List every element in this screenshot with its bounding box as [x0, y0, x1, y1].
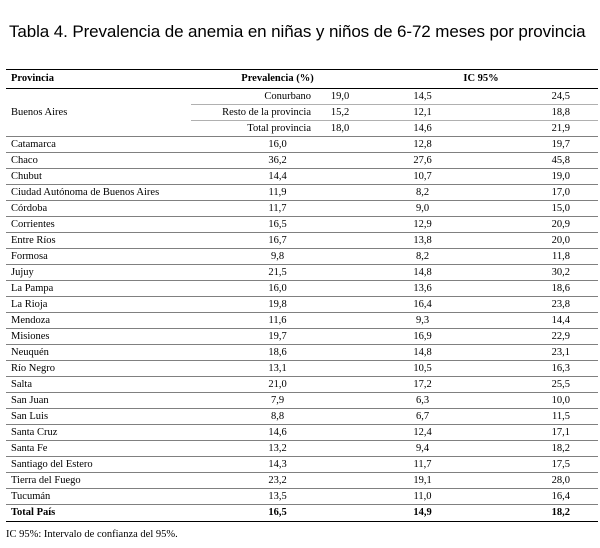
table-row	[6, 377, 598, 393]
prev-value: 11,6	[268, 315, 287, 326]
table-row	[6, 441, 598, 457]
province-name: Chubut	[11, 171, 42, 182]
ic-low-value: 12,4	[413, 427, 432, 438]
ic-low-value: 14,5	[413, 91, 432, 102]
ic-low-value: 16,9	[413, 331, 432, 342]
table-row	[6, 457, 598, 473]
prev-value: 16,0	[268, 283, 287, 294]
table-row	[6, 153, 598, 169]
prev-value: 18,6	[268, 347, 287, 358]
table-row	[6, 393, 598, 409]
table-row	[6, 201, 598, 217]
ic-low-value: 12,1	[413, 107, 432, 118]
ic-high-value: 18,2	[551, 443, 571, 454]
province-name: Córdoba	[11, 203, 48, 214]
prev-value: 21,0	[268, 379, 287, 390]
province-name: Santiago del Estero	[11, 459, 93, 470]
prev-value: 11,7	[268, 203, 287, 214]
ic-low-value: 14,9	[413, 507, 432, 518]
province-name: Tierra del Fuego	[11, 475, 81, 486]
province-name: La Pampa	[11, 283, 54, 294]
ic-high-value: 25,5	[551, 379, 571, 390]
ic-high-value: 20,9	[551, 219, 571, 230]
prev-value: 13,5	[268, 491, 287, 502]
province-name: Ciudad Autónoma de Buenos Aires	[11, 187, 160, 198]
ic-low-value: 10,5	[413, 363, 432, 374]
prev-value: 19,8	[268, 299, 287, 310]
ic-high-value: 18,8	[551, 107, 571, 118]
prev-value: 7,9	[270, 395, 285, 406]
table-row	[6, 169, 598, 185]
province-name: Corrientes	[11, 219, 55, 230]
ic-low-value: 12,9	[413, 219, 432, 230]
buenos-aires-name: Buenos Aires	[11, 107, 68, 118]
province-name: Catamarca	[11, 139, 56, 150]
ic-low-value: 14,6	[413, 123, 432, 134]
header-ic: IC 95%	[463, 73, 499, 84]
ic-low-value: 6,3	[415, 395, 430, 406]
ic-low-value: 11,0	[413, 491, 432, 502]
province-name: Misiones	[11, 331, 50, 342]
ic-high-value: 21,9	[551, 123, 571, 134]
table-row	[6, 281, 598, 297]
province-name: Santa Cruz	[11, 427, 58, 438]
prev-value: 36,2	[268, 155, 287, 166]
ic-high-value: 22,9	[551, 331, 571, 342]
ic-high-value: 23,1	[551, 347, 571, 358]
sub-label: Total provincia	[247, 123, 311, 134]
province-name: Formosa	[11, 251, 48, 262]
prev-value: 8,8	[270, 411, 285, 422]
ic-high-value: 16,3	[551, 363, 571, 374]
prev-value: 14,3	[268, 459, 287, 470]
ic-high-value: 11,8	[552, 251, 571, 262]
prev-value: 9,8	[270, 251, 285, 262]
table-row	[6, 473, 598, 489]
ic-low-value: 11,7	[413, 459, 432, 470]
prev-value: 19,0	[330, 91, 350, 102]
province-name: Entre Ríos	[11, 235, 56, 246]
table-row	[6, 361, 598, 377]
table-row-buenos-aires-conurbano	[6, 89, 598, 105]
ic-high-value: 20,0	[551, 235, 571, 246]
ic-low-value: 8,2	[415, 187, 430, 198]
table-row	[6, 137, 598, 153]
table-row	[6, 329, 598, 345]
ic-low-value: 9,0	[415, 203, 430, 214]
table-header-row	[6, 70, 598, 89]
ic-high-value: 19,7	[551, 139, 571, 150]
prev-value: 16,5	[268, 219, 287, 230]
ic-high-value: 10,0	[551, 395, 571, 406]
province-name: La Rioja	[11, 299, 48, 310]
sub-label: Conurbano	[264, 91, 311, 102]
table-row	[6, 265, 598, 281]
ic-high-value: 28,0	[551, 475, 571, 486]
prev-value: 16,7	[268, 235, 287, 246]
province-name: Jujuy	[11, 267, 34, 278]
ic-high-value: 16,4	[551, 491, 571, 502]
province-name: Tucumán	[11, 491, 51, 502]
ic-low-value: 14,8	[413, 267, 432, 278]
ic-low-value: 27,6	[413, 155, 432, 166]
ic-high-value: 45,8	[551, 155, 571, 166]
table-row	[6, 345, 598, 361]
sub-label: Resto de la provincia	[222, 107, 311, 118]
province-name: San Juan	[11, 395, 49, 406]
prev-value: 16,5	[268, 507, 287, 518]
ic-low-value: 13,6	[413, 283, 432, 294]
province-name: San Luis	[11, 411, 49, 422]
ic-high-value: 19,0	[551, 171, 571, 182]
ic-low-value: 10,7	[413, 171, 432, 182]
ic-high-value: 24,5	[551, 91, 571, 102]
table-row	[6, 217, 598, 233]
ic-high-value: 17,1	[551, 427, 571, 438]
ic-high-value: 14,4	[551, 315, 571, 326]
prev-value: 19,7	[268, 331, 287, 342]
ic-low-value: 13,8	[413, 235, 432, 246]
prev-value: 14,4	[268, 171, 287, 182]
table-body	[6, 89, 598, 522]
province-name: Salta	[11, 379, 32, 390]
prev-value: 13,2	[268, 443, 287, 454]
ic-high-value: 17,5	[551, 459, 571, 470]
header-provincia: Provincia	[11, 73, 54, 84]
ic-low-value: 17,2	[413, 379, 432, 390]
total-name: Total País	[11, 507, 56, 518]
ic-low-value: 12,8	[413, 139, 432, 150]
ic-low-value: 9,3	[415, 315, 430, 326]
table-row-total	[6, 505, 598, 522]
ic-high-value: 23,8	[551, 299, 571, 310]
footnote: IC 95%: Intervalo de confianza del 95%.	[6, 529, 178, 540]
ic-high-value: 17,0	[551, 187, 571, 198]
ic-low-value: 16,4	[413, 299, 432, 310]
province-name: Neuquén	[11, 347, 49, 358]
prev-value: 13,1	[268, 363, 287, 374]
prev-value: 18,0	[330, 123, 350, 134]
ic-low-value: 8,2	[415, 251, 430, 262]
ic-low-value: 9,4	[415, 443, 430, 454]
header-prevalencia: Prevalencia (%)	[241, 73, 314, 84]
prev-value: 11,9	[268, 187, 287, 198]
ic-high-value: 30,2	[551, 267, 571, 278]
prev-value: 23,2	[268, 475, 287, 486]
ic-low-value: 6,7	[415, 411, 430, 422]
ic-low-value: 19,1	[413, 475, 432, 486]
table-title: Tabla 4. Prevalencia de anemia en niñas y niños de 6-72 meses por provincia	[9, 22, 586, 41]
ic-high-value: 18,2	[551, 507, 571, 518]
table-row	[6, 249, 598, 265]
table-row	[6, 297, 598, 313]
ic-high-value: 11,5	[552, 411, 571, 422]
prev-value: 14,6	[268, 427, 287, 438]
prev-value: 21,5	[268, 267, 287, 278]
prevalence-table	[6, 69, 598, 522]
province-name: Mendoza	[11, 315, 51, 326]
ic-high-value: 15,0	[551, 203, 571, 214]
table-row	[6, 409, 598, 425]
table-row	[6, 233, 598, 249]
prev-value: 16,0	[268, 139, 287, 150]
table-row	[6, 489, 598, 505]
province-name: Chaco	[11, 155, 38, 166]
province-name: Río Negro	[11, 363, 56, 374]
table-row	[6, 185, 598, 201]
ic-low-value: 14,8	[413, 347, 432, 358]
table-row	[6, 425, 598, 441]
table-row	[6, 313, 598, 329]
province-name: Santa Fe	[11, 443, 48, 454]
ic-high-value: 18,6	[551, 283, 571, 294]
prev-value: 15,2	[330, 107, 350, 118]
